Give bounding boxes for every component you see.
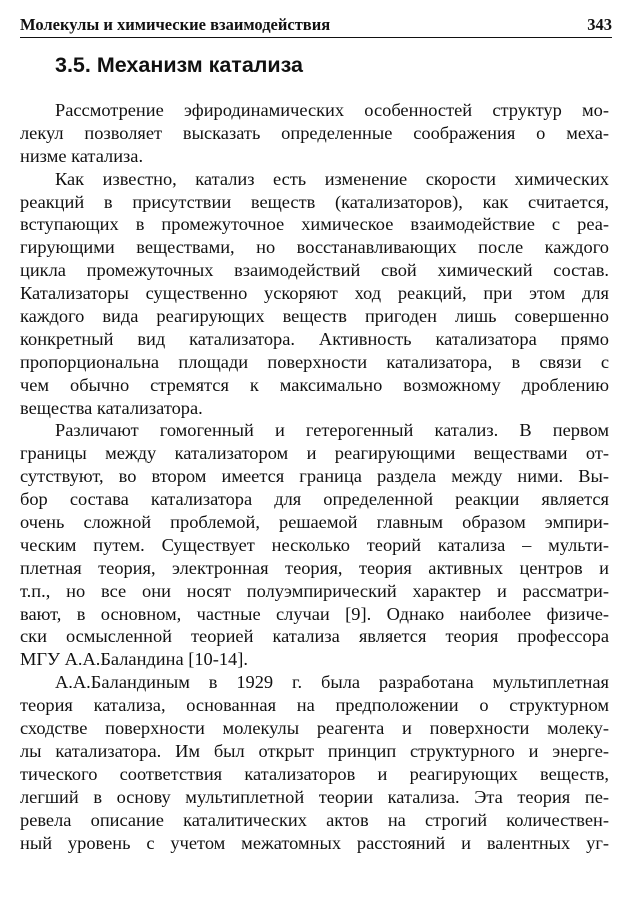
text-line: Как известно, катализ есть изменение скорости химических: [55, 168, 609, 189]
text-line: очень сложной проблемой, решаемой главным образом эмпири-: [20, 512, 609, 533]
paragraph: [20, 419, 609, 671]
text-line: тического соответствия катализаторов и реагирующих веществ,: [20, 763, 609, 784]
page-number: 343: [587, 15, 612, 34]
text-line: цикла промежуточных взаимодействий свой химический состав.: [20, 260, 609, 281]
text-line: гирующими веществами, но восстанавливающих после каждого: [20, 237, 609, 258]
text-line: Различают гомогенный и гетерогенный катализ. В первом: [55, 420, 609, 441]
text-line: ски осмысленной теорией катализа является теория профессора: [20, 626, 609, 647]
paragraph: [20, 671, 609, 854]
text-line: МГУ А.А.Баландина [10-14].: [20, 649, 248, 670]
text-line: т.п., но все они носят полуэмпирический характер и рассматри-: [20, 580, 609, 601]
body-text: [20, 99, 609, 854]
running-header-title: Молекулы и химические взаимодействия: [20, 15, 331, 34]
text-line: плетная теория, электронная теория, теория активных центров и: [20, 557, 609, 578]
text-line: теория катализа, основанная на предположении о структурном: [20, 695, 609, 716]
running-header: [20, 14, 612, 38]
text-line: пропорциональна площади поверхности катализатора, в связи с: [20, 351, 609, 372]
text-line: конкретный вид катализатора. Активность катализатора прямо: [20, 328, 609, 349]
paragraph: [20, 168, 609, 420]
text-line: Рассмотрение эфиродинамических особенностей структур мо-: [55, 100, 609, 120]
text-line: лекул позволяет высказать определенные соображения о меха-: [20, 122, 609, 143]
text-line: границы между катализатором и реагирующими веществами от-: [20, 443, 609, 464]
text-line: вают, в основном, частные случаи [9]. Однако наиболее физиче-: [20, 603, 609, 624]
text-line: сходстве поверхности молекулы реагента и поверхности молеку-: [20, 718, 609, 739]
text-line: вступающих в промежуточное химическое взаимодействие с реа-: [20, 214, 609, 235]
text-line: реакций в присутствии веществ (катализаторов), как считается,: [20, 191, 609, 212]
text-line: ный уровень с учетом межатомных расстояний и валентных уг-: [20, 832, 609, 853]
text-line: вещества катализатора.: [20, 397, 203, 418]
text-line: легший в основу мультиплетной теории катализа. Эта теория пе-: [20, 786, 609, 807]
text-line: лы катализатора. Им был открыт принцип структурного и энерге-: [20, 740, 609, 761]
text-line: А.А.Баландиным в 1929 г. была разработана мультиплетная: [55, 672, 609, 693]
section-title: 3.5. Механизм катализа: [55, 53, 304, 77]
text-line: ческим путем. Существует несколько теорий катализа – мульти-: [20, 534, 609, 555]
paragraph: [20, 99, 609, 168]
text-line: ревела описание каталитических актов на строгий количествен-: [20, 809, 609, 830]
text-line: низме катализа.: [20, 145, 144, 166]
text-line: каждого вида реагирующих веществ пригоден лишь совершенно: [20, 306, 609, 327]
text-line: чем обычно стремятся к максимально возможному дроблению: [20, 374, 609, 395]
text-line: бор состава катализатора для определенной реакции является: [20, 489, 609, 510]
text-line: Катализаторы существенно ускоряют ход реакций, при этом для: [20, 283, 609, 304]
text-line: сутствуют, во втором имеется граница раздела между ними. Вы-: [20, 466, 609, 487]
